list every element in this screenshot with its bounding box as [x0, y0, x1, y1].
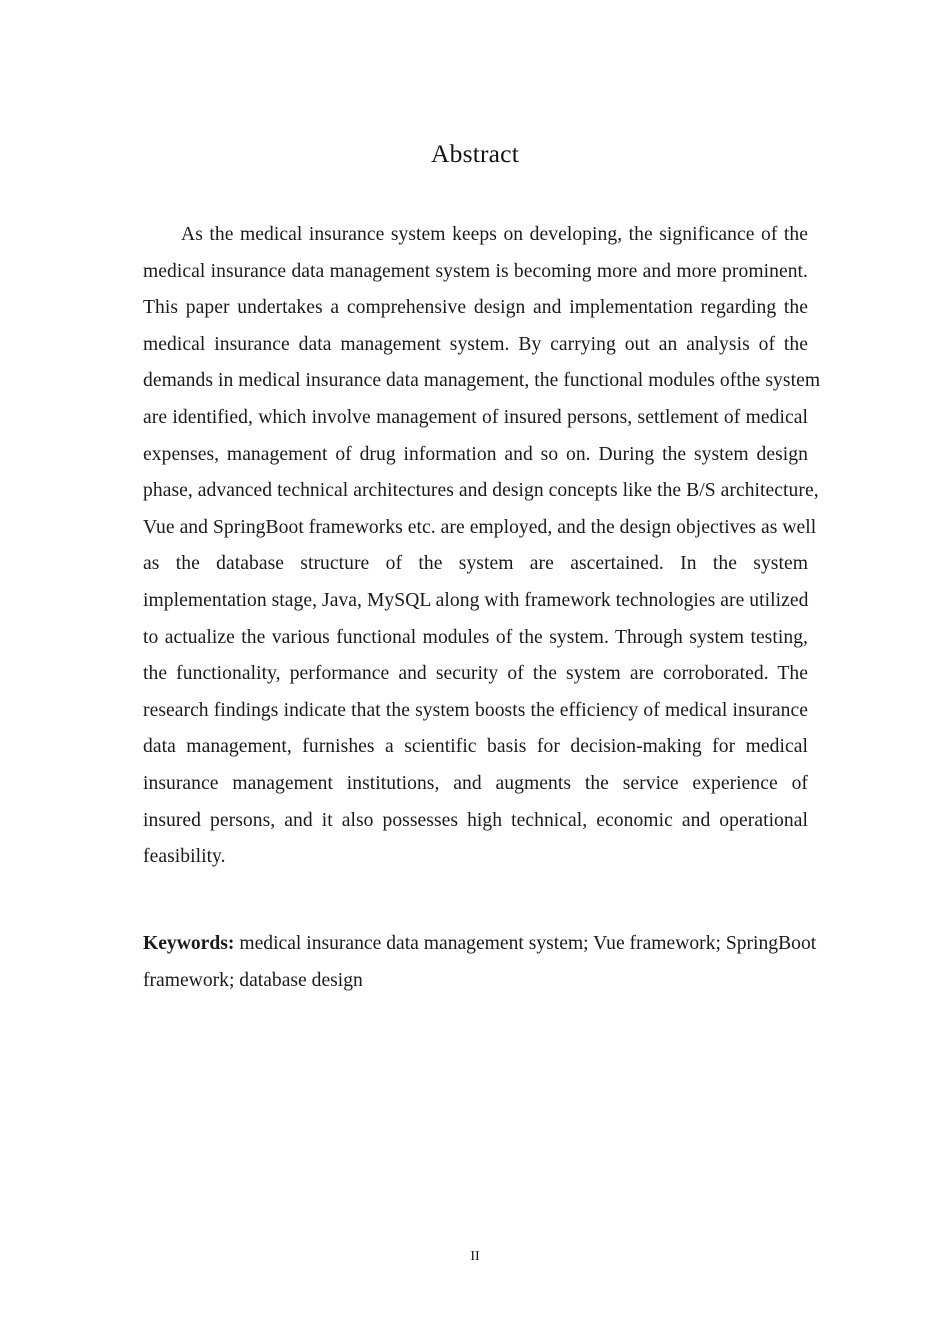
abstract-line: to actualize the various functional modules of the system. Through system testing, — [143, 626, 808, 648]
abstract-line: data management, furnishes a scientific basis for decision-making for medical — [143, 736, 808, 758]
abstract-line: medical insurance data management system. By carrying out an analysis of the — [143, 333, 808, 355]
abstract-line: As the medical insurance system keeps on developing, the significance of the — [181, 224, 808, 245]
abstract-line: phase, advanced technical architectures and design concepts like the B/S architecture, — [143, 480, 819, 502]
keywords-line: framework; database design — [143, 969, 363, 991]
keywords-line — [143, 926, 817, 963]
abstract-line: This paper undertakes a comprehensive design and implementation regarding the — [143, 297, 808, 319]
abstract-line: expenses, management of drug information and so on. During the system design — [143, 443, 808, 465]
abstract-line: the functionality, performance and security of the system are corroborated. The — [143, 663, 808, 685]
abstract-line: demands in medical insurance data management, the functional modules ofthe system — [143, 370, 821, 392]
abstract-line: insured persons, and it also possesses high technical, economic and operational — [143, 809, 808, 831]
abstract-body — [143, 217, 821, 876]
page-number: II — [470, 1249, 480, 1264]
abstract-line: insurance management institutions, and augments the service experience of — [143, 772, 808, 794]
keywords-section — [143, 926, 817, 999]
page-title: Abstract — [431, 139, 519, 169]
abstract-line: research findings indicate that the system boosts the efficiency of medical insurance — [143, 699, 808, 721]
keywords-value: medical insurance data management system; Vue framework; SpringBoot — [234, 933, 817, 954]
abstract-line: implementation stage, Java, MySQL along with framework technologies are utilized — [143, 589, 809, 611]
abstract-line: are identified, which involve management of insured persons, settlement of medical — [143, 406, 808, 428]
abstract-line: feasibility. — [143, 846, 226, 868]
abstract-line: Vue and SpringBoot frameworks etc. are employed, and the design objectives as well — [143, 516, 817, 538]
keywords-label: Keywords: — [143, 933, 235, 954]
abstract-line: medical insurance data management system is becoming more and more prominent. — [143, 260, 808, 282]
abstract-line: as the database structure of the system are ascertained. In the system — [143, 553, 808, 575]
